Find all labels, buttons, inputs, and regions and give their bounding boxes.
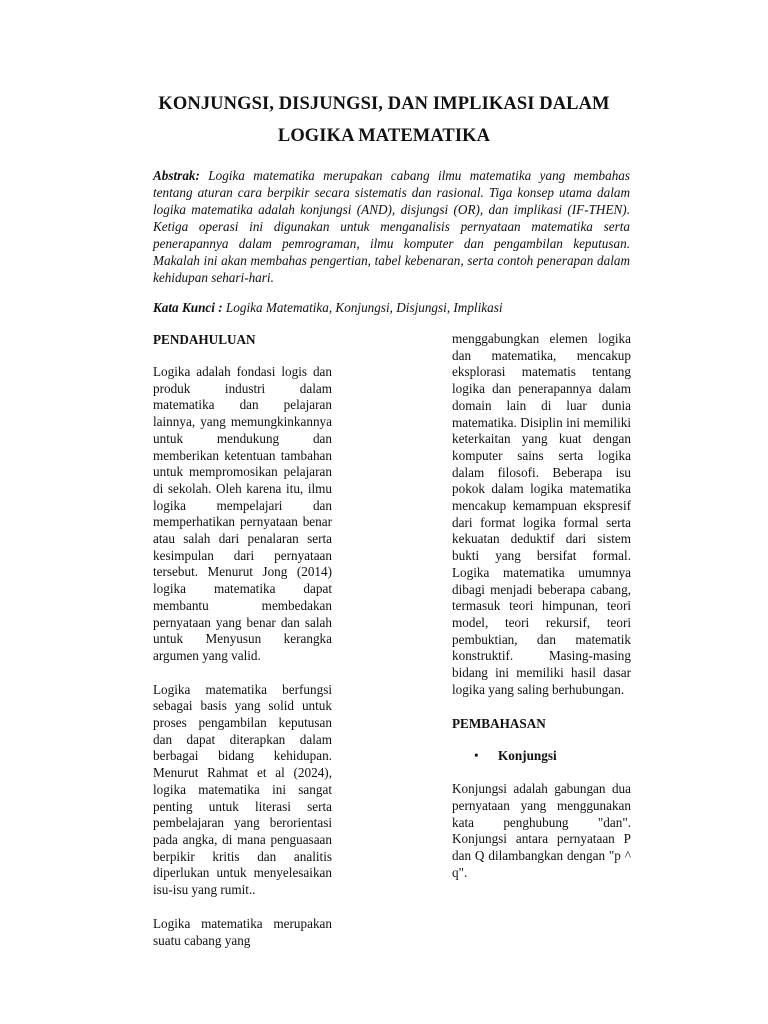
abstract-label: Abstrak:: [153, 168, 200, 183]
abstract: [153, 167, 630, 286]
section-heading-pendahuluan: PENDAHULUAN: [153, 332, 256, 347]
section-heading-pembahasan: PEMBAHASAN: [452, 716, 546, 732]
bullet-item-konjungsi: [452, 748, 631, 765]
paragraph-continuation: menggabungkan elemen logika dan matematika, mencakup eksplorasi matematis tentang logika dan penerapannya dalam domain lain di luar dunia matematika. Disiplin ini memiliki keterkaitan yang kuat dengan komputer sains serta logika dalam filosofi. Beberapa isu pokok dalam logika matematika mencakup kemampuan ekspresif dari format logika formal serta kekuatan deduktif dari sistem bukti yang bersifat formal. Logika matematika umumnya dibagi menjadi beberapa cabang, termasuk teori himpunan, teori model, teori rekursif, teori pembuktian, dan matematik konstruktif. Masing-masing bidang ini memiliki hasil dasar logika yang saling berhubungan.: [452, 331, 631, 697]
paragraph: Logika adalah fondasi logis dan produk industri dalam matematika dan pelajaran lainnya, yang memungkinkannya untuk mendukung dan memberikan ketentuan tambahan untuk mempromosikan pelajaran di sekolah. Oleh karena itu, ilmu logika mempelajari dan memperhatikan pernyataan benar atau salah dari penalaran serta kesimpulan dari pernyataan tersebut. Menurut Jong (2014) logika matematika dapat membantu membedakan pernyataan yang benar dan salah untuk Menyusun kerangka argumen yang valid.: [153, 364, 332, 663]
paper-title: KONJUNGSI, DISJUNGSI, DAN IMPLIKASI DALAM LOGIKA MATEMATIKA: [158, 94, 610, 146]
keywords-text: Logika Matematika, Konjungsi, Disjungsi, Implikasi: [225, 300, 503, 315]
bullet-label: Konjungsi: [498, 748, 557, 764]
paragraph: Logika matematika merupakan suatu cabang yang: [153, 915, 332, 948]
keywords: [153, 299, 630, 316]
left-column: [153, 331, 332, 949]
paragraph: Logika matematika berfungsi sebagai basis yang solid untuk proses pengambilan keputusan dan dapat diterapkan dalam berbagai bidang kehidupan. Menurut Rahmat et al (2024), logika matematika ini sangat penting untuk literasi serta pembelajaran yang berorientasi pada angka, di mana penguasaan berpikir kritis dan analitis diperlukan untuk menyelesaikan isu-isu yang rumit..: [153, 681, 332, 898]
bullet-icon: •: [474, 748, 479, 764]
right-column: [452, 331, 631, 881]
paragraph: Konjungsi adalah gabungan dua pernyataan yang menggunakan kata penghubung "dan". Konjungsi antara pernyataan P dan Q dilambangkan dengan "p ^ q".: [452, 781, 631, 880]
abstract-text: Logika matematika merupakan cabang ilmu matematika yang membahas tentang aturan cara berpikir secara sistematis dan rasional. Tiga konsep utama dalam logika matematika adalah konjungsi (AND), disjungsi (OR), dan implikasi (IF-THEN). Ketiga operasi ini digunakan untuk menganalisis pernyataan matematika serta penerapannya dalam pemrograman, ilmu komputer dan pengambilan keputusan. Makalah ini akan membahas pengertian, tabel kebenaran, serta contoh penerapan dalam kehidupan sehari-hari.: [153, 168, 631, 285]
keywords-label: Kata Kunci :: [153, 300, 223, 315]
